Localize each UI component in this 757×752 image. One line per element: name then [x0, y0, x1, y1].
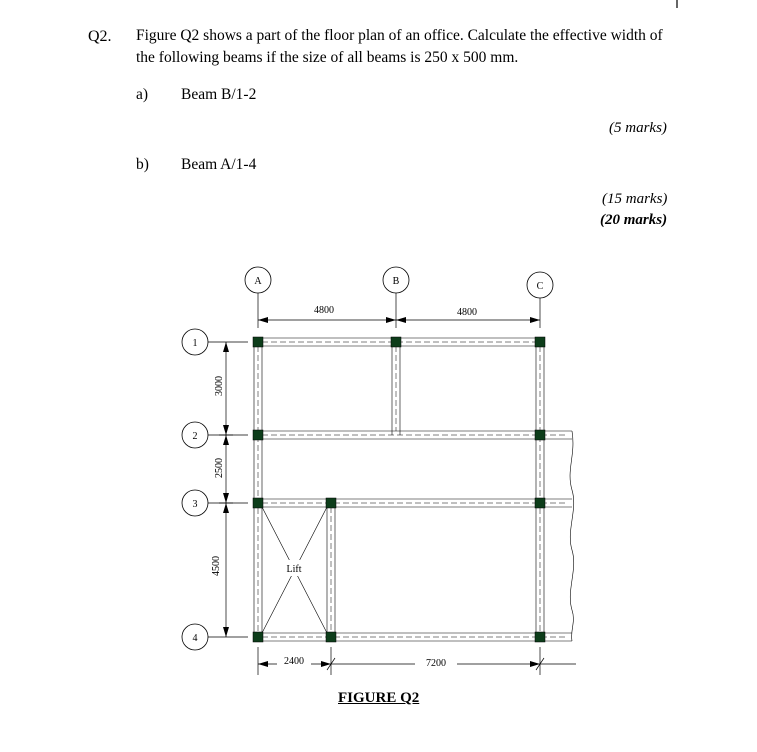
grid-bubble-1 — [182, 329, 208, 355]
part-a-text: Beam B/1-2 — [181, 86, 257, 103]
top-dim-BC: 4800 — [457, 307, 477, 318]
question-line-1: Figure Q2 shows a part of the floor plan of an office. Calculate the effective width of — [136, 27, 663, 44]
column-C1 — [535, 337, 545, 347]
columns — [253, 337, 545, 642]
left-dim-23: 2500 — [214, 458, 225, 478]
grid-bubble-A — [245, 267, 271, 293]
column-B1 — [391, 337, 401, 347]
column-lift-4 — [326, 632, 336, 642]
column-A3 — [253, 498, 263, 508]
grid-label-4: 4 — [192, 633, 198, 644]
lift-label: Lift — [286, 564, 302, 575]
grid-label-C: C — [536, 281, 544, 292]
part-b-text: Beam A/1-4 — [181, 156, 257, 173]
column-lift-3 — [326, 498, 336, 508]
grid-label-2: 2 — [192, 431, 198, 442]
grid-label-A: A — [254, 276, 262, 287]
bottom-dim-1: 2400 — [284, 656, 304, 667]
grid-bubble-B — [383, 267, 409, 293]
column-C3 — [535, 498, 545, 508]
column-C4 — [535, 632, 545, 642]
question-number: Q2. — [88, 28, 112, 45]
grid-bubble-2 — [182, 422, 208, 448]
grid-bubble-4 — [182, 624, 208, 650]
figure-caption: FIGURE Q2 — [338, 690, 420, 706]
bottom-dim-2: 7200 — [426, 658, 446, 669]
column-A1 — [253, 337, 263, 347]
grid-label-B: B — [392, 276, 400, 287]
top-dim-AB: 4800 — [314, 305, 334, 316]
part-b-label: b) — [136, 156, 149, 173]
column-A2 — [253, 430, 263, 440]
column-A4 — [253, 632, 263, 642]
total-marks: (20 marks) — [600, 212, 668, 228]
part-b-marks: (15 marks) — [602, 191, 668, 207]
grid-label-3: 3 — [192, 499, 198, 510]
left-dim-34: 4500 — [211, 556, 222, 576]
grid-bubble-3 — [182, 490, 208, 516]
column-C2 — [535, 430, 545, 440]
part-a-marks: (5 marks) — [609, 120, 667, 136]
beams — [254, 338, 574, 641]
grid-bubble-C — [527, 272, 553, 298]
left-dim-12: 3000 — [214, 376, 225, 396]
question-line-2: the following beams if the size of all beams is 250 x 500 mm. — [136, 49, 519, 66]
grid-label-1: 1 — [192, 338, 198, 349]
part-a-label: a) — [136, 86, 149, 103]
